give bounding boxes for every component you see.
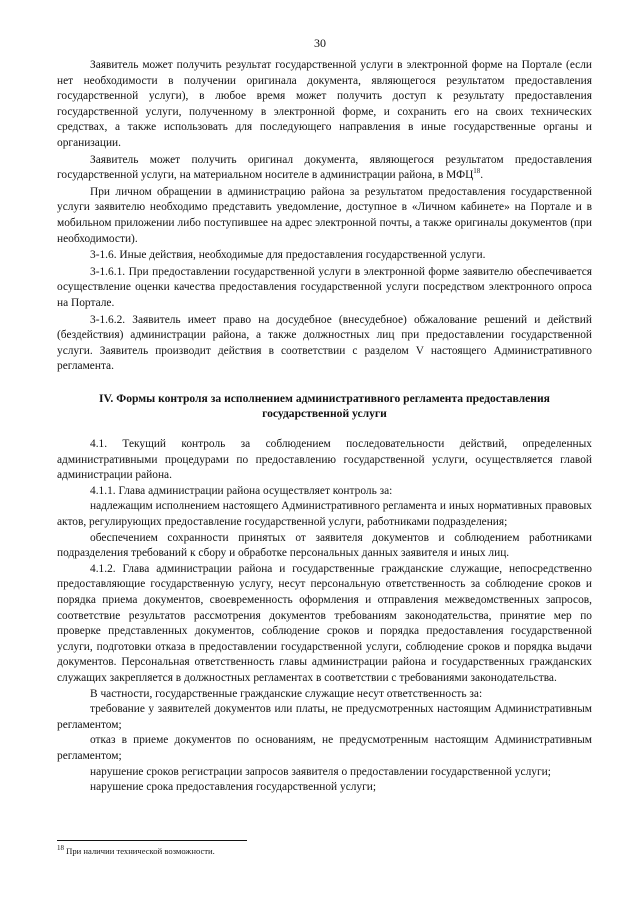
footnote-number: 18 [57,844,64,853]
footnote-text: При наличии технической возможности. [64,846,215,856]
paragraph-3-1-6-2: 3-1.6.2. Заявитель имеет право на досудебное (внесудебное) обжалование решений и действий (бездействия) администрации района, а также должностных лиц при предоставлении государственной услуги. Заявитель производит действия в соответствии с разделом V настоящего Административного регламента. [57,313,592,373]
section-heading: IV. Формы контроля за исполнением административного регламента предоставления государственной услуги [99,391,550,421]
list-item: надлежащим исполнением настоящего Административного регламента и иных нормативных правовых актов, регулирующих предоставление государственной услуги, работниками подразделения; [57,500,592,529]
paragraph-4-1-1: 4.1.1. Глава администрации района осуществляет контроль за: [90,484,393,497]
list-item: требование у заявителей документов или платы, не предусмотренных настоящим Административным регламентом; [57,703,592,731]
paragraph-original-document [57,153,592,184]
paragraph-responsibility: В частности, государственные гражданские служащие несут ответственность за: [90,687,483,700]
paragraph-personal-appeal: При личном обращении в администрацию района за результатом предоставления государственной услуги заявителю необходимо представить уведомление, доступное в «Личном кабинете» на Портале и в мобильном приложении либо поступившее на адрес электронной почты, а также оригиналы документов (при необходимости). [57,185,592,245]
list-item: отказ в приеме документов по основаниям, не предусмотренным настоящим Административным регламентом; [57,734,592,762]
paragraph-end-punctuation: . [480,169,484,182]
footnote-divider [57,840,247,841]
list-item: нарушение срока предоставления государственной услуги; [90,781,377,794]
paragraph-3-1-6: 3-1.6. Иные действия, необходимые для предоставления государственной услуги. [90,249,486,262]
paragraph-4-1-2: 4.1.2. Глава администрации района и государственные гражданские служащие, непосредственно предоставляющие государственную услугу, несут персональную ответственность за соблюдение сроков и порядка приема документов, своевременность оформления и отправления межведомственных запросов, соответствие результатов рассмотрения документов требованиям законодательства, принятие мер по проверке представленных документов, соблюдение сроков и порядка предоставления государственной услуги, подготовки отказа в предоставлении государственной услуги, соблюдение сроков и порядка выдачи документов. Персональная ответственность главы администрации района и государственных гражданских служащих закрепляется в должностных регламентах в соответствии с требованиями законодательства. [57,562,592,684]
page-number: 30 [314,36,326,50]
list-item: обеспечением сохранности принятых от заявителя документов и соблюдением работниками подразделения требований к сбору и обработке персональных данных заявителя и иных лиц. [57,531,592,560]
list-item: нарушение сроков регистрации запросов заявителя о предоставлении государственной услуги; [90,765,551,778]
paragraph-3-1-6-1: 3-1.6.1. При предоставлении государственной услуги в электронной форме заявителю обеспечивается осуществление оценки качества предоставления государственной услуги посредством электронного опроса на Портале. [57,265,592,309]
paragraph-4-1: 4.1. Текущий контроль за соблюдением последовательности действий, определенных административными процедурами по предоставлению государственной услуги, осуществляется главой администрации района. [57,438,592,482]
document-body [57,58,592,796]
paragraph-electronic-result: Заявитель может получить результат государственной услуги в электронной форме на Портале (если нет необходимости в получении оригинала документа, являющегося результатом предоставления государственной услуги), в любое время может получить доступ к результату предоставления государственной услуги, полученному в электронной форме, и сохранить его на своих технических средствах, а также использовать для последующего направления в иные государственные органы и организации. [57,59,592,149]
footnote [57,846,215,857]
footnote-reference[interactable]: 18 [473,167,481,176]
paragraph-text: Заявитель может получить оригинал документа, являющегося результатом предоставления государственной услуги, на материальном носителе в администрации района, в МФЦ [57,153,592,182]
